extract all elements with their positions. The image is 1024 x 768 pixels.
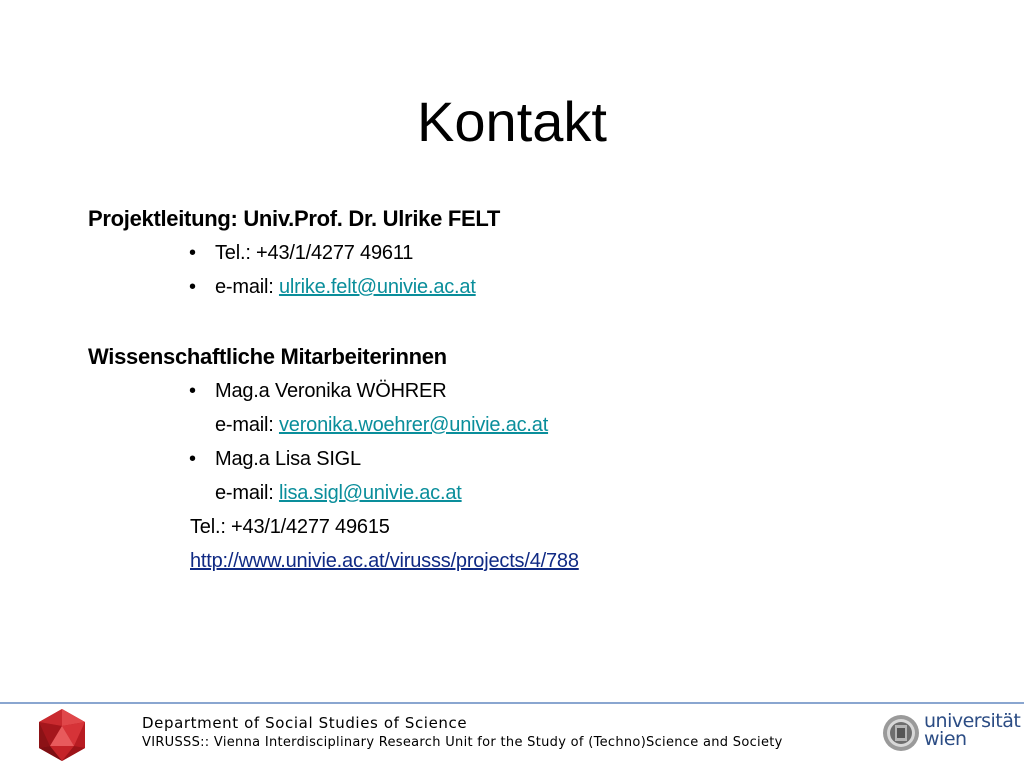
lead-tel-item	[88, 236, 988, 270]
lead-email-item	[88, 270, 988, 304]
slide-title: Kontakt	[417, 90, 607, 153]
person1-name-item	[88, 374, 988, 408]
staff-tel: Tel.: +43/1/4277 49615	[190, 516, 390, 538]
staff-url-item	[88, 544, 988, 578]
spacer	[88, 304, 988, 340]
person2-email-link[interactable]: lisa.sigl@univie.ac.at	[278, 482, 462, 504]
lead-heading: Projektleitung: Univ.Prof. Dr. Ulrike FELT	[88, 206, 500, 231]
university-logo-line1: universität	[924, 710, 1021, 732]
footer-unit: VIRUSSS:: Vienna Interdisciplinary Research Unit for the Study of (Techno)Science and Society	[142, 735, 783, 750]
lead-email-label: e-mail:	[215, 276, 279, 298]
person1-name: Mag.a Veronika WÖHRER	[215, 380, 447, 402]
staff-heading: Wissenschaftliche Mitarbeiterinnen	[88, 344, 447, 369]
university-logo-line2: wien	[924, 728, 967, 750]
person1-email-link[interactable]: veronika.woehrer@univie.ac.at	[278, 414, 549, 436]
person2-name-item	[88, 442, 988, 476]
contact-content	[88, 202, 988, 578]
bullet: •	[189, 448, 196, 470]
person1-email-label: e-mail:	[215, 414, 279, 436]
person1-email-item	[88, 408, 988, 442]
bullet: •	[189, 242, 196, 264]
footer-text	[142, 712, 783, 752]
person2-email-item	[88, 476, 988, 510]
footer-divider	[0, 702, 1024, 704]
icosahedron-logo-icon	[36, 708, 88, 762]
lead-tel: Tel.: +43/1/4277 49611	[215, 242, 414, 264]
lead-email-link[interactable]: ulrike.felt@univie.ac.at	[278, 276, 476, 298]
bullet: •	[189, 380, 196, 402]
bullet: •	[189, 276, 196, 298]
project-url-link[interactable]: http://www.univie.ac.at/virusss/projects/4/788	[190, 550, 579, 572]
university-seal-icon	[882, 714, 920, 752]
footer-department: Department of Social Studies of Science	[142, 714, 468, 732]
person2-email-label: e-mail:	[215, 482, 279, 504]
university-logo	[882, 712, 1022, 758]
person2-name: Mag.a Lisa SIGL	[215, 448, 361, 470]
